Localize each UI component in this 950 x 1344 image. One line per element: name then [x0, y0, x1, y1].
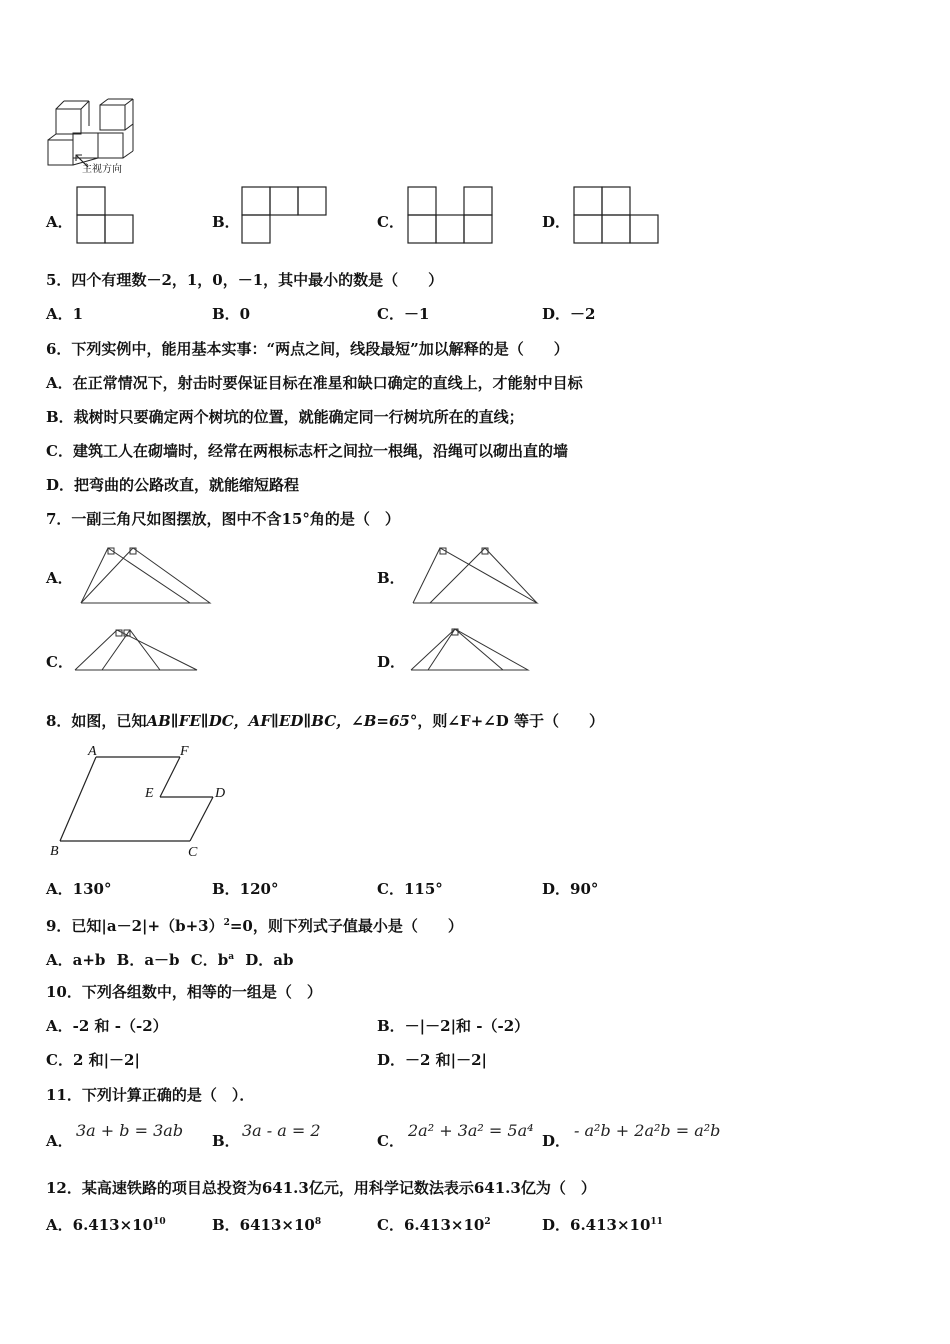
q8-point-a: A	[88, 744, 97, 759]
q7-option-d-label: D．	[377, 653, 406, 671]
q11-option-c-label: C．	[377, 1132, 404, 1150]
q12-option-c-sup: 2	[484, 1217, 491, 1227]
q10-option-b: B．－|－2|和 -（-2）	[377, 1017, 530, 1035]
q4-option-d-label: D．	[542, 213, 571, 231]
q12-option-b-sup: 8	[314, 1217, 322, 1227]
q10-option-d: D．－2 和|－2|	[377, 1051, 488, 1069]
q7-option-a-triangles	[78, 545, 218, 610]
q8-point-c: C	[188, 845, 198, 860]
q12-option-d-base: D．6.413×10	[542, 1216, 651, 1234]
q8-stem-math: AB∥FE∥DC，AF∥ED∥BC，∠B=65°	[146, 712, 418, 730]
q10-option-c: C．2 和|－2|	[46, 1051, 140, 1069]
q8-point-e: E	[145, 786, 154, 801]
q12-option-c-base: C．6.413×10	[377, 1216, 485, 1234]
q5-option-d: D．－2	[542, 305, 596, 323]
q8-figure	[48, 745, 248, 865]
q12-option-a-sup: 10	[153, 1217, 166, 1227]
q5-stem: 5．四个有理数－2，1，0，－1，其中最小的数是（ ）	[46, 271, 444, 289]
q12-option-c	[377, 1212, 491, 1235]
q6-stem: 6．下列实例中，能用基本实事：“两点之间，线段最短”加以解释的是（ ）	[46, 340, 569, 358]
q10-stem: 10．下列各组数中，相等的一组是（ ）	[46, 983, 322, 1001]
q9-option-b: B．a－b	[116, 951, 180, 969]
q6-option-a: A．在正常情况下，射击时要保证目标在准星和缺口确定的直线上，才能射中目标	[46, 374, 583, 392]
q9-stem-a: 9．已知|a－2|+（b+3）	[46, 917, 224, 935]
q5-option-b: B．0	[212, 305, 251, 323]
q9-option-c-sup: a	[228, 952, 235, 962]
q11-option-a-label: A．	[46, 1132, 73, 1150]
q9-stem-sup: 2	[223, 918, 230, 928]
q7-option-c-triangles	[72, 626, 212, 676]
q8-point-f: F	[180, 744, 189, 759]
q12-stem: 12．某高速铁路的项目总投资为641.3亿元，用科学记数法表示641.3亿为（ ）	[46, 1179, 596, 1197]
q4-option-c-view	[407, 186, 497, 246]
q12-option-b	[212, 1212, 321, 1235]
q7-stem: 7．一副三角尺如图摆放，图中不含15°角的是（ ）	[46, 510, 400, 528]
q4-option-a-view	[76, 186, 136, 246]
q6-option-c: C．建筑工人在砌墙时，经常在两根标志杆之间拉一根绳，沿绳可以砌出直的墙	[46, 442, 568, 460]
q8-stem-tail: ，则∠F+∠D 等于（ ）	[417, 712, 604, 730]
q4-option-c-label: C．	[377, 213, 404, 231]
q11-stem: 11．下列计算正确的是（ ）．	[46, 1086, 255, 1104]
q4-option-d-view	[573, 186, 663, 246]
q9-option-a: A．a+b	[46, 951, 106, 969]
q8-stem	[46, 711, 604, 731]
q6-option-b: B．栽树时只要确定两个树坑的位置，就能确定同一行树坑所在的直线；	[46, 408, 524, 426]
q7-option-b-label: B．	[377, 569, 405, 587]
q7-option-a-label: A．	[46, 569, 73, 587]
q6-option-d: D．把弯曲的公路改直，就能缩短路程	[46, 476, 300, 494]
q8-option-a: A．130°	[46, 880, 112, 898]
q8-point-b: B	[50, 844, 59, 859]
q11-option-a-formula: 3a + b = 3ab	[76, 1121, 184, 1140]
q5-option-c: C．－1	[377, 305, 430, 323]
q8-option-c: C．115°	[377, 880, 443, 898]
q8-point-d: D	[215, 786, 226, 801]
q9-stem	[46, 913, 463, 936]
q12-option-d	[542, 1212, 663, 1235]
q11-option-c-formula: 2a² + 3a² = 5a⁴	[408, 1121, 534, 1140]
q9-option-c-base: C．b	[190, 951, 229, 969]
q12-option-a	[46, 1212, 166, 1235]
q7-option-d-triangles	[408, 626, 548, 676]
q11-option-b-formula: 3a - a = 2	[242, 1121, 321, 1140]
q8-option-b: B．120°	[212, 880, 279, 898]
q9-options	[46, 947, 294, 970]
q9-option-c	[191, 951, 234, 969]
q4-option-b-view	[241, 186, 331, 246]
q12-option-a-base: A．6.413×10	[46, 1216, 154, 1234]
q7-option-b-triangles	[410, 545, 550, 610]
view-direction-label: 主视方向	[82, 164, 122, 175]
q9-stem-b: =0，则下列式子值最小是（ ）	[229, 917, 463, 935]
q4-option-b-label: B．	[212, 213, 240, 231]
q8-option-d: D．90°	[542, 880, 599, 898]
q7-option-c-label: C．	[46, 653, 73, 671]
q9-option-d: D．ab	[245, 951, 294, 969]
q10-option-a: A．-2 和 -（-2）	[46, 1017, 168, 1035]
q12-option-d-sup: 11	[650, 1217, 663, 1227]
q4-option-a-label: A．	[46, 213, 73, 231]
q5-option-a: A．1	[46, 305, 84, 323]
q12-option-b-base: B．6413×10	[212, 1216, 315, 1234]
q11-option-d-formula: - a²b + 2a²b = a²b	[574, 1121, 721, 1140]
q8-stem-num: 8．如图，已知	[46, 712, 147, 730]
q11-option-d-label: D．	[542, 1132, 571, 1150]
q11-option-b-label: B．	[212, 1132, 240, 1150]
